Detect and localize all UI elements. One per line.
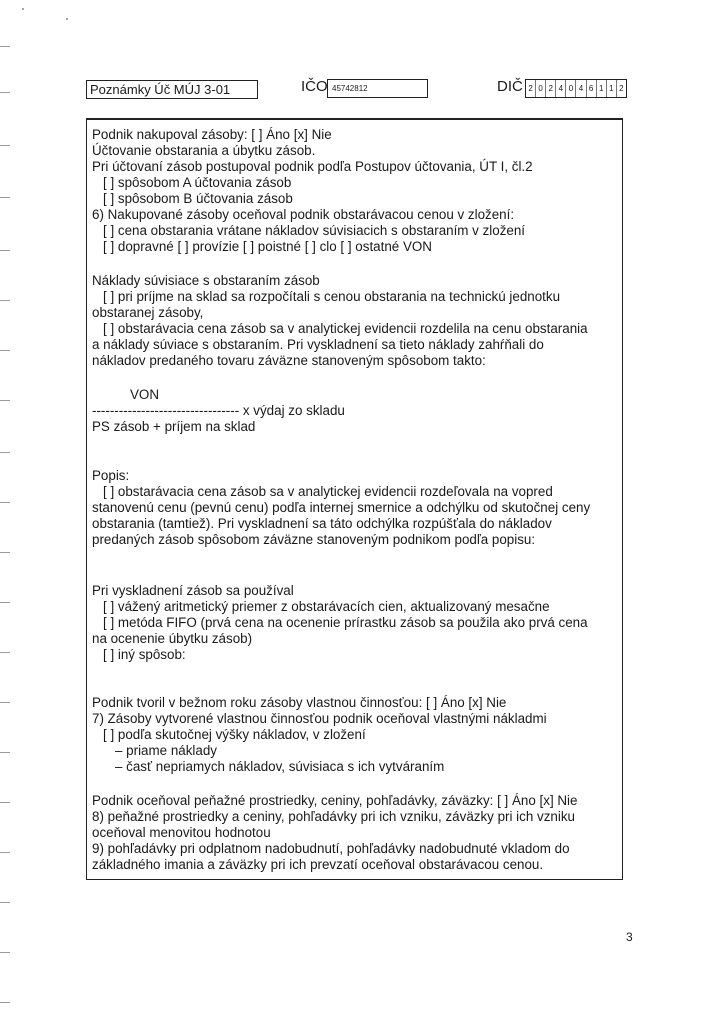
text-line: [ ] obstarávacia cena zásob sa v analytickej evidencii rozdelila na cenu obstarania [103,321,588,336]
text-line: [ ] spôsobom B účtovania zásob [103,191,293,206]
text-line: 7) Zásoby vytvorené vlastnou činnosťou podnik oceňoval vlastnými nákladmi [92,711,547,726]
text-line: [ ] cena obstarania vrátane nákladov súvisiacich s obstaraním v zložení [103,223,526,238]
dic-label: DIČ [497,78,523,95]
margin-mark [0,1002,10,1003]
dic-digit: 2 [526,80,536,97]
margin-mark [0,46,10,47]
text-line: na ocenenie úbytku zásob) [92,631,253,646]
ico-field: 45742812 [327,79,428,98]
text-line: základného imania a záväzky pri ich prevzatí oceňoval obstarávacou cenou. [92,857,544,872]
text-line: obstaranej zásoby, [92,305,204,320]
text-line: 6) Nakupované zásoby oceňoval podnik obstarávacou cenou v zložení: [92,207,515,222]
text-line: Popis: [92,468,130,483]
margin-mark [0,250,10,251]
dic-digit: 0 [536,80,546,97]
text-line: predaných zásob spôsobom záväzne stanoveným podnikom podľa popisu: [92,532,536,547]
margin-mark [0,752,10,753]
text-line: Pri vyskladnení zásob sa používal [92,583,294,598]
dic-digit: 2 [619,84,624,93]
text-line: 8) peňažné prostriedky a ceniny, pohľadávky pri ich vzniku, záväzky pri ich vzniku [92,809,575,824]
margin-mark [0,400,10,401]
margin-mark [0,952,10,953]
dic-digit: 2 [546,80,556,97]
margin-mark [0,145,10,146]
text-line: Podnik oceňoval peňažné prostriedky, ceniny, pohľadávky, záväzky: [ ] Áno [x] Nie [92,793,578,808]
margin-mark [0,300,10,301]
margin-mark [0,802,10,803]
scan-speck [66,18,68,20]
text-line: Pri účtovaní zásob postupoval podnik podľa Postupov účtovania, ÚT I, čl.2 [92,159,533,174]
text-line: Podnik tvoril v bežnom roku zásoby vlastnou činnosťou: [ ] Áno [x] Nie [92,695,507,710]
text-line: nákladov predaného tovaru záväzne stanoveným spôsobom takto: [92,353,486,368]
text-line: oceňoval menovitou hodnotou [92,825,271,840]
margin-mark [0,652,10,653]
margin-mark [0,197,10,198]
text-line: Náklady súvisiace s obstaraním zásob [92,273,320,288]
dic-digit: 4 [556,80,566,97]
margin-mark [0,552,10,553]
text-line: Účtovanie obstarania a úbytku zásob. [92,143,316,158]
dic-digit: 1 [607,80,617,97]
margin-mark [0,502,10,503]
margin-mark [0,92,10,93]
text-line: stanovenú cenu (pevnú cenu) podľa internej smernice a odchýlku od skutočnej ceny [92,500,591,515]
formula-line: --------------------------------- x výdaj zo skladu [92,403,345,418]
text-line: [ ] metóda FIFO (prvá cena na ocenenie prírastku zásob sa použila ako prvá cena [103,615,588,630]
dic-field [525,79,627,98]
ico-label: IČO [301,78,328,95]
text-line: [ ] iný spôsob: [103,647,186,662]
form-code: Poznámky Úč MÚJ 3-01 [86,80,258,99]
text-line: [ ] obstarávacia cena zásob sa v analytickej evidencii rozdeľovala na vopred [103,484,553,499]
text-line: obstarania (tamtiež). Pri vyskladnení sa táto odchýlka rozpúšťala do nákladov [92,516,552,531]
formula-denominator: PS zásob + príjem na sklad [92,419,256,434]
margin-mark [0,902,10,903]
dic-digit: 0 [566,80,576,97]
scan-speck [22,8,24,10]
text-line: [ ] dopravné [ ] provízie [ ] poistné [ ] clo [ ] ostatné VON [103,239,432,254]
margin-mark [0,452,10,453]
text-line: 9) pohľadávky pri odplatnom nadobudnutí, pohľadávky nadobudnuté vkladom do [92,841,570,856]
text-line: – časť nepriamych nákladov, súvisiaca s ich vytváraním [115,759,445,774]
margin-mark [0,702,10,703]
text-line: [ ] spôsobom A účtovania zásob [103,175,292,190]
text-line: – priame náklady [115,743,217,758]
margin-mark [0,350,10,351]
margin-mark [0,852,10,853]
dic-digit: 6 [587,80,597,97]
dic-digit: 1 [597,80,607,97]
dic-digit: 4 [576,80,586,97]
page-number: 3 [626,930,633,944]
text-line: [ ] vážený aritmetický priemer z obstarávacích cien, aktualizovaný mesačne [103,599,550,614]
text-line: [ ] podľa skutočnej výšky nákladov, v zložení [103,727,366,742]
formula-numerator: VON [130,387,160,402]
text-line: Podnik nakupoval zásoby: [ ] Áno [x] Nie [92,127,332,142]
text-line: a náklady súviace s obstaraním. Pri vyskladnení sa tieto náklady zahŕňali do [92,337,544,352]
text-line: [ ] pri príjme na sklad sa rozpočítali s cenou obstarania na technickú jednotku [103,289,561,304]
margin-mark [0,602,10,603]
